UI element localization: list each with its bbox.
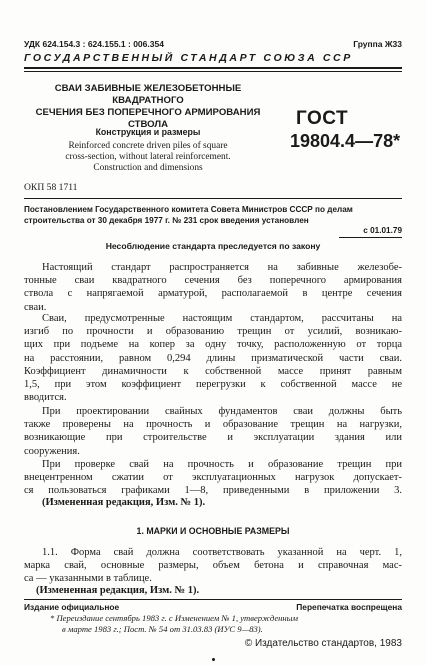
revision-note: (Измененная редакция, Изм. № 1). xyxy=(36,585,200,596)
date-underline xyxy=(339,237,402,238)
paragraph-scope xyxy=(24,261,402,314)
text-line: внецентренном сжатии от эксплуатационных нагрузок допускает- xyxy=(24,472,402,484)
reissue-note xyxy=(24,613,402,634)
group-code: Группа Ж33 xyxy=(353,39,402,49)
title-line: СЕЧЕНИЯ БЕЗ ПОПЕРЕЧНОГО АРМИРОВАНИЯ xyxy=(35,107,261,118)
reprint-prohibited: Перепечатка воспрещена xyxy=(296,602,402,612)
text-line: вводится. xyxy=(24,392,67,404)
official-edition: Издание официальное xyxy=(24,602,120,612)
text-line: изгиб по прочности и образованию трещин от усилий, возникаю- xyxy=(24,326,402,338)
gost-number: 19804.4—78* xyxy=(290,131,401,151)
paragraph-1-1 xyxy=(24,546,402,586)
text-line: Коэффициент динамичности к собственной массе принят равным xyxy=(24,365,402,377)
revision-note: (Измененная редакция, Изм. № 1). xyxy=(42,497,206,508)
decree-line: строительства от 30 декабря 1977 г. № 231 срок введения установлен xyxy=(24,216,309,225)
text-line: 1.1. Форма свай должна соответствовать указанной на черт. 1, xyxy=(42,547,402,558)
text-line: щих при подъеме на копер за одну точку, расположенную от торца xyxy=(24,339,402,351)
text-line: 1,5, при этом коэффициент перегрузки к собственной массе не xyxy=(24,379,402,391)
english-title xyxy=(24,141,272,174)
standard-banner: ГОСУДАРСТВЕННЫЙ СТАНДАРТ СОЮЗА ССР xyxy=(24,52,353,64)
text-line: ствола с напрягаемой арматурой, располагаемой в центре сечения xyxy=(24,288,402,300)
text-line: Сваи, предусмотренные настоящим стандартом, рассчитаны на xyxy=(42,313,402,324)
english-title-line: Reinforced concrete driven piles of square xyxy=(68,141,228,151)
reissue-line: в марте 1983 г.; Пост. № 54 от 31.03.83 (ИУС 9—83). xyxy=(62,623,263,634)
text-line: тонные сваи квадратного сечения без поперечного армирования xyxy=(24,275,402,287)
paragraph-calculation xyxy=(24,312,402,404)
text-line: Настоящий стандарт распространяется на забивные железобе- xyxy=(42,262,402,273)
title-rule xyxy=(24,198,402,199)
udk-code: УДК 624.154.3 : 624.155.1 : 006.354 xyxy=(24,39,164,49)
english-title-line: cross-section, without lateral reinforcement. xyxy=(65,152,231,162)
text-line: сооружения. xyxy=(24,445,80,457)
header-rule-top xyxy=(24,67,402,69)
paragraph-design xyxy=(24,405,402,458)
english-title-line: Construction and dimensions xyxy=(93,163,203,173)
header-rule-bottom xyxy=(24,71,402,72)
okp-code: ОКП 58 1711 xyxy=(24,182,78,193)
decree-line: Постановлением Государственного комитета Совета Министров СССР по делам xyxy=(24,205,353,214)
effective-date: с 01.01.79 xyxy=(363,226,402,235)
text-line: ся пользоваться графиками 1—8, приведенными в приложении 3. xyxy=(24,485,402,497)
paragraph-check xyxy=(24,458,402,498)
text-line: марка свай, основные размеры, объем бетона и справочная мас- xyxy=(24,560,402,572)
text-line: сваи. xyxy=(24,301,47,313)
title-line: СТВОЛА xyxy=(127,119,169,130)
text-line: са — указанными в таблице. xyxy=(24,573,152,585)
text-line: на расстоянии, равном 0,294 длины призматической части сваи. xyxy=(24,352,402,364)
text-line: также проверены на прочность и образование трещин на нагрузки, xyxy=(24,419,402,431)
gost-label: ГОСТ xyxy=(296,108,349,129)
prosecution-notice: Несоблюдение стандарта преследуется по закону xyxy=(105,241,321,251)
reissue-line: * Переиздание сентябрь 1983 г. с Изменением № 1, утвержденным xyxy=(50,613,298,623)
russian-title xyxy=(24,83,272,131)
section-heading: 1. МАРКИ И ОСНОВНЫЕ РАЗМЕРЫ xyxy=(136,526,290,536)
russian-subtitle: Конструкция и размеры xyxy=(95,127,201,137)
page-dot xyxy=(212,658,215,661)
copyright: © Издательство стандартов, 1983 xyxy=(244,638,402,649)
title-line: СВАИ ЗАБИВНЫЕ ЖЕЛЕЗОБЕТОННЫЕ КВАДРАТНОГО xyxy=(54,83,242,106)
decree-text xyxy=(24,204,402,226)
text-line: возникающие при строительстве и эксплуатации здания или xyxy=(24,432,402,444)
text-line: При проверке свай на прочность и образование трещин при xyxy=(42,459,402,470)
text-line: При проектировании свайных фундаментов сваи должны быть xyxy=(42,406,402,417)
footer-rule xyxy=(24,599,402,600)
